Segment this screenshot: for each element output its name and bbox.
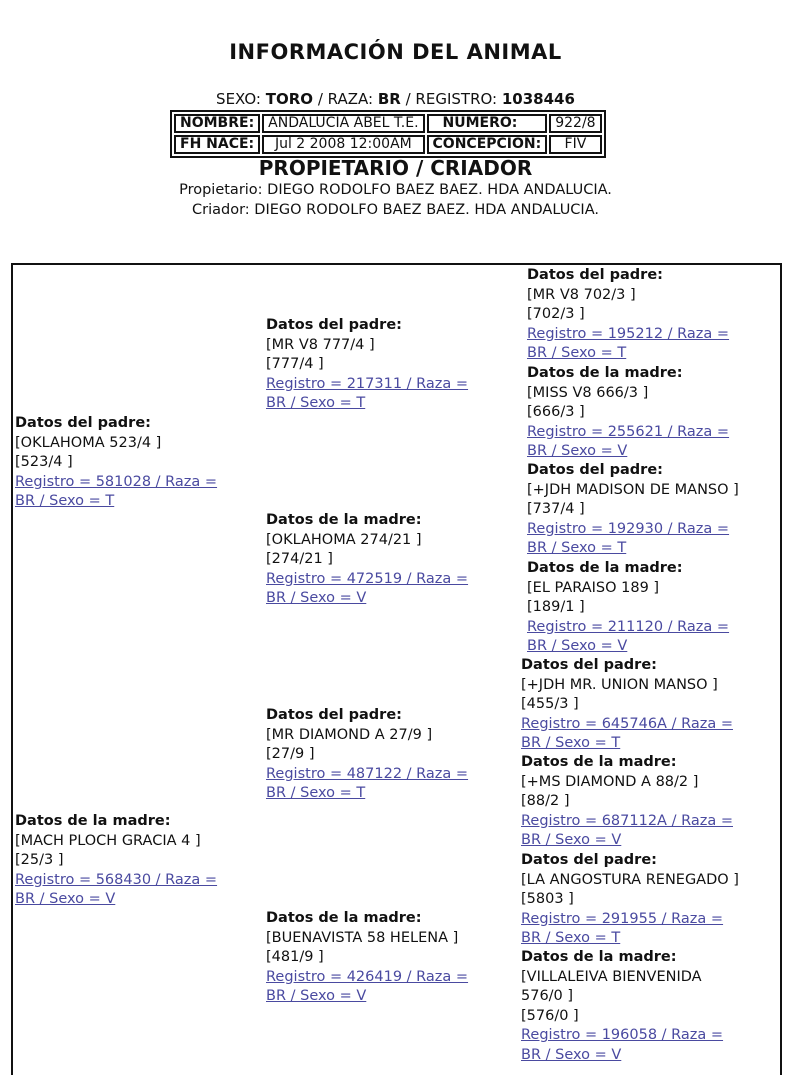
sexo-value: TORO [265, 90, 314, 108]
registro-link[interactable] [527, 618, 729, 657]
registro-label: / REGISTRO: [405, 90, 498, 108]
pedigree-entry-dam [15, 812, 217, 910]
criador-line: Criador: DIEGO RODOLFO BAEZ BAEZ. HDA ANDALUCIA. [192, 202, 599, 218]
registro-link-line: BR / Sexo = V [521, 1046, 622, 1063]
fh-nace-value: Jul 2 2008 12:00AM [262, 135, 424, 154]
sexo-label: SEXO: [216, 90, 261, 108]
registro-link[interactable] [266, 375, 468, 414]
entry-name: [VILLALEIVA BIENVENIDA 576/0 ] [521, 968, 702, 1004]
registro-link[interactable] [521, 715, 733, 754]
pedigree-entry-gen3 [521, 851, 739, 949]
pedigree-entry-gen3 [521, 753, 733, 851]
entry-heading: Datos del padre: [527, 267, 663, 283]
entry-number: [274/21 ] [266, 551, 333, 567]
entry-number: [481/9 ] [266, 949, 324, 965]
entry-number: [5803 ] [521, 891, 574, 907]
entry-heading: Datos del padre: [15, 415, 151, 431]
nombre-value: ANDALUCIA ABEL T.E. [262, 114, 424, 133]
entry-heading: Datos de la madre: [521, 754, 677, 770]
registro-link[interactable] [15, 871, 217, 910]
registro-link-line: BR / Sexo = V [527, 638, 628, 654]
pedigree-entry-sire [15, 414, 217, 512]
concepcion-label: CONCEPCION: [427, 135, 548, 154]
registro-value: 1038446 [501, 90, 575, 108]
page-title: INFORMACIÓN DEL ANIMAL [229, 40, 562, 64]
entry-number: [189/1 ] [527, 599, 585, 615]
pedigree-entry-maternal-granddam [266, 909, 468, 1007]
registro-link-line: Registro = 426419 / Raza = [266, 968, 469, 985]
numero-label: NUMERO: [427, 114, 548, 133]
entry-name: [MACH PLOCH GRACIA 4 ] [15, 832, 201, 849]
entry-number: [666/3 ] [527, 404, 585, 420]
entry-number: [702/3 ] [527, 306, 585, 322]
registro-link[interactable] [527, 423, 729, 462]
registro-link[interactable] [266, 968, 468, 1007]
animal-summary [0, 90, 791, 108]
registro-link-line: Registro = 645746A / Raza = [521, 715, 733, 732]
registro-link[interactable] [266, 570, 468, 609]
entry-heading: Datos de la madre: [15, 813, 171, 829]
concepcion-value: FIV [549, 135, 601, 154]
registro-link[interactable] [527, 520, 739, 559]
propietario-line: Propietario: DIEGO RODOLFO BAEZ BAEZ. HDA ANDALUCIA. [179, 182, 612, 198]
registro-link-line: Registro = 211120 / Raza = [527, 618, 730, 635]
raza-label: / RAZA: [317, 90, 374, 108]
entry-heading: Datos de la madre: [521, 949, 677, 965]
registro-link-line: Registro = 581028 / Raza = [15, 473, 218, 490]
registro-link-line: BR / Sexo = T [527, 345, 627, 361]
registro-link[interactable] [521, 1026, 723, 1065]
pedigree-entry-gen3 [527, 266, 729, 364]
pedigree-entry-paternal-granddam [266, 511, 468, 609]
entry-heading: Datos de la madre: [266, 910, 422, 926]
registro-link[interactable] [266, 765, 468, 804]
entry-heading: Datos de la madre: [527, 365, 683, 381]
entry-name: [+JDH MR. UNION MANSO ] [521, 676, 718, 693]
registro-link-line: BR / Sexo = V [15, 891, 116, 907]
info-row [174, 135, 602, 154]
registro-link-line: BR / Sexo = V [266, 988, 367, 1004]
entry-name: [EL PARAISO 189 ] [527, 579, 660, 596]
entry-heading: Datos de la madre: [527, 560, 683, 576]
entry-number: [777/4 ] [266, 356, 324, 372]
registro-link-line: BR / Sexo = V [521, 832, 622, 848]
pedigree-entry-gen3 [521, 948, 723, 1065]
registro-link-line: BR / Sexo = T [266, 395, 366, 411]
registro-link-line: Registro = 291955 / Raza = [521, 910, 724, 927]
animal-info-table [170, 110, 606, 158]
entry-number: [88/2 ] [521, 793, 570, 809]
pedigree-entry-gen3 [527, 364, 729, 462]
registro-link-line: BR / Sexo = V [527, 443, 628, 459]
fh-nace-label: FH NACE: [174, 135, 260, 154]
registro-link[interactable] [15, 473, 217, 512]
entry-name: [OKLAHOMA 274/21 ] [266, 531, 422, 548]
entry-heading: Datos del padre: [521, 657, 657, 673]
pedigree-entry-gen3 [527, 559, 729, 657]
entry-number: [737/4 ] [527, 501, 585, 517]
registro-link-line: BR / Sexo = T [266, 785, 366, 801]
registro-link-line: BR / Sexo = V [266, 590, 367, 606]
nombre-label: NOMBRE: [174, 114, 260, 133]
registro-link-line: BR / Sexo = T [521, 735, 621, 751]
entry-name: [OKLAHOMA 523/4 ] [15, 434, 162, 451]
entry-name: [+JDH MADISON DE MANSO ] [527, 481, 739, 498]
pedigree-entry-gen3 [527, 461, 739, 559]
entry-name: [MR V8 777/4 ] [266, 336, 375, 353]
pedigree-entry-gen3 [521, 656, 733, 754]
registro-link-line: Registro = 195212 / Raza = [527, 325, 730, 342]
entry-heading: Datos de la madre: [266, 512, 422, 528]
registro-link-line: Registro = 196058 / Raza = [521, 1027, 724, 1043]
registro-link-line: Registro = 487122 / Raza = [266, 765, 469, 782]
registro-link-line: Registro = 472519 / Raza = [266, 570, 469, 587]
registro-link-line: Registro = 217311 / Raza = [266, 375, 469, 392]
owner-heading: PROPIETARIO / CRIADOR [258, 156, 533, 180]
numero-value: 922/8 [549, 114, 601, 133]
raza-value: BR [377, 90, 401, 108]
entry-heading: Datos del padre: [266, 317, 402, 333]
entry-number: [27/9 ] [266, 746, 315, 762]
registro-link[interactable] [527, 325, 729, 364]
entry-name: [MISS V8 666/3 ] [527, 384, 649, 401]
entry-number: [576/0 ] [521, 1007, 579, 1024]
entry-name: [LA ANGOSTURA RENEGADO ] [521, 871, 739, 888]
registro-link-line: Registro = 192930 / Raza = [527, 520, 730, 537]
entry-name: [BUENAVISTA 58 HELENA ] [266, 929, 459, 946]
registro-link-line: BR / Sexo = T [527, 540, 627, 556]
pedigree-entry-maternal-grandsire [266, 706, 468, 804]
registro-link[interactable] [521, 812, 733, 851]
entry-name: [MR V8 702/3 ] [527, 286, 636, 303]
registro-link-line: Registro = 568430 / Raza = [15, 871, 218, 888]
entry-heading: Datos del padre: [266, 707, 402, 723]
entry-number: [455/3 ] [521, 696, 579, 712]
registro-link-line: Registro = 687112A / Raza = [521, 812, 733, 829]
registro-link-line: BR / Sexo = T [521, 930, 621, 946]
info-row [174, 114, 602, 133]
entry-name: [MR DIAMOND A 27/9 ] [266, 726, 433, 743]
registro-link-line: Registro = 255621 / Raza = [527, 423, 730, 440]
entry-number: [523/4 ] [15, 454, 73, 470]
registro-link[interactable] [521, 910, 739, 949]
entry-number: [25/3 ] [15, 852, 64, 868]
registro-link-line: BR / Sexo = T [15, 493, 115, 509]
pedigree-entry-paternal-grandsire [266, 316, 468, 414]
entry-heading: Datos del padre: [527, 462, 663, 478]
entry-name: [+MS DIAMOND A 88/2 ] [521, 773, 699, 790]
entry-heading: Datos del padre: [521, 852, 657, 868]
